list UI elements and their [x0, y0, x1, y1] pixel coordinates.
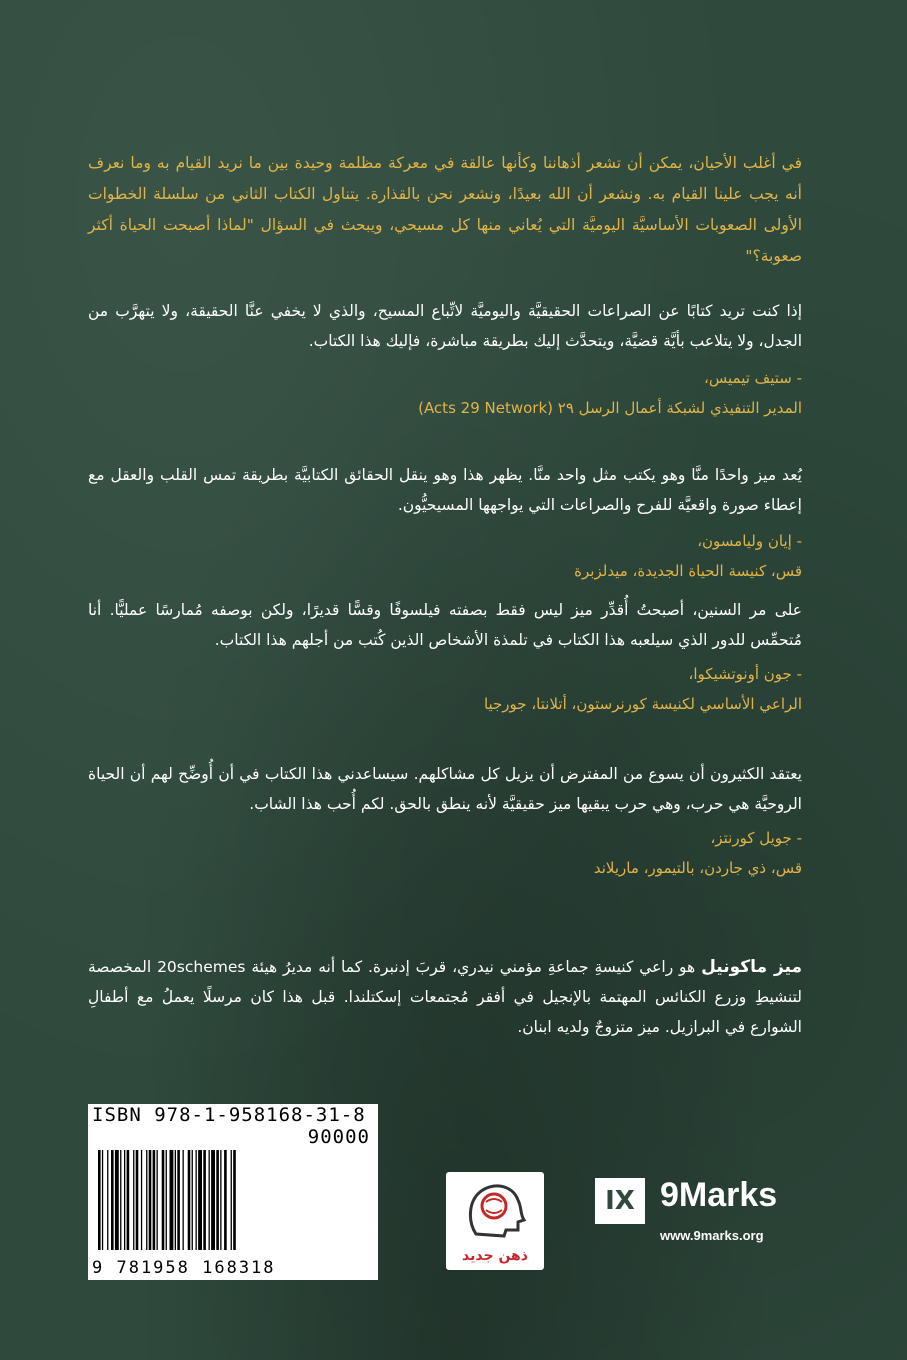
ninemarks-logo-mark: IX: [595, 1178, 645, 1224]
endorser-role: الراعي الأساسي لكنيسة كورنرستون، أتلانتا، جورجيا: [483, 695, 802, 713]
author-bio: [88, 952, 802, 1042]
isbn-barcode: [88, 1104, 378, 1280]
endorsement-text: يُعد ميز واحدًا منَّا وهو يكتب مثل واحد منَّا. يظهر هذا وهو ينقل الحقائق الكتابيَّة بطريقة تمس القلب والعقل مع إعطاء صورة واقعيَّة للفرح والصراعات التي يواجهها المسيحيُّون.: [88, 466, 802, 514]
endorsement-1: [88, 296, 802, 423]
endorsement-3: [88, 595, 802, 719]
endorser-role: قس، ذي جاردن، بالتيمور، ماريلاند: [593, 859, 802, 877]
endorsement-4: [88, 759, 802, 883]
endorser-role: المدير التنفيذي لشبكة أعمال الرسل ٢٩ (Acts 29 Network): [418, 399, 802, 417]
endorsement-text: إذا كنت تريد كتابًا عن الصراعات الحقيقيَّة واليوميَّة لاتِّباع المسيح، والذي لا يخفي عنَّا الحقيقة، ولا يتهرَّب من الجدل، ولا يتلاعب بأيَّة قضيَّة، ويتحدَّث إليك بطريقة مباشرة، فإليك هذا الكتاب.: [88, 302, 802, 350]
intro-paragraph: في أغلب الأحيان، يمكن أن تشعر أذهاننا وكأنها عالقة في معركة مظلمة وحيدة بين ما نريد القيام به وما نعرف أنه يجب علينا القيام به. ونشعر أن الله بعيدًا، ونشعر نحن بالقذارة. يتناول الكتاب الثاني من سلسلة الخطوات الأولى الصعوبات الأساسيَّة اليوميَّة التي يُعاني منها كل مسيحي، ويبحث في السؤال "لماذا أصبحت الحياة أكثر صعوبة؟": [88, 154, 802, 265]
endorser-role: قس، كنيسة الحياة الجديدة، ميدلزبرة: [574, 562, 802, 580]
endorser-name: - جويل كورنتز،: [710, 829, 802, 847]
price-code: 90000: [307, 1126, 370, 1148]
endorser-name: - ستيف تيميس،: [704, 369, 802, 387]
endorser-name: - إيان وليامسون،: [697, 532, 802, 550]
ninemarks-url: www.9marks.org: [660, 1228, 764, 1243]
isbn-label: ISBN 978-1-958168-31-8: [92, 1104, 366, 1126]
endorsement-text: يعتقد الكثيرون أن يسوع من المفترض أن يزيل كل مشاكلهم. سيساعدني هذا الكتاب في أن أُوضِّح لهم أن الحياة الروحيَّة هي حرب، وهي حرب يبقيها ميز حقيقيَّة لأنه ينطق بالحق. لكم أُحب هذا الشاب.: [88, 765, 802, 813]
ninemarks-name: 9Marks: [660, 1176, 778, 1214]
barcode-bars: [98, 1150, 368, 1250]
publisher-name: ذهن جديد: [462, 1248, 528, 1264]
author-bio-text: هو راعي كنيسةِ جماعةِ مؤمني نيدري، قربَ إدنبرة. كما أنه مديرُ هيئة 20schemes المخصصة لتنشيطِ وزرع الكنائس المهتمة بالإنجيل في أفقر مُجتمعات إسكتلندا. قبل هذا كان مرسلًا يعملُ مع أطفالِ الشوارع في البرازيل. ميز متزوجٌ ولديه ابنان.: [88, 958, 802, 1036]
head-brain-icon: [446, 1172, 544, 1242]
endorser-name: - جون أونوتشيكوا،: [688, 665, 802, 683]
endorsement-text: على مر السنين، أصبحتُ أُقدِّر ميز ليس فقط بصفته فيلسوفًا وقسًّا قديرًا، ولكن بوصفه مُمارسًا عمليًّا. أنا مُتحمِّس للدور الذي سيلعبه هذا الكتاب في تلمذة الأشخاص الذين كُتب من أجلهم هذا الكتاب.: [88, 601, 802, 649]
barcode-number: 9 781958 168318: [92, 1258, 276, 1278]
author-name: ميز ماكونيل: [701, 957, 802, 977]
publisher-logo: [446, 1172, 544, 1270]
endorsement-2: [88, 460, 802, 586]
